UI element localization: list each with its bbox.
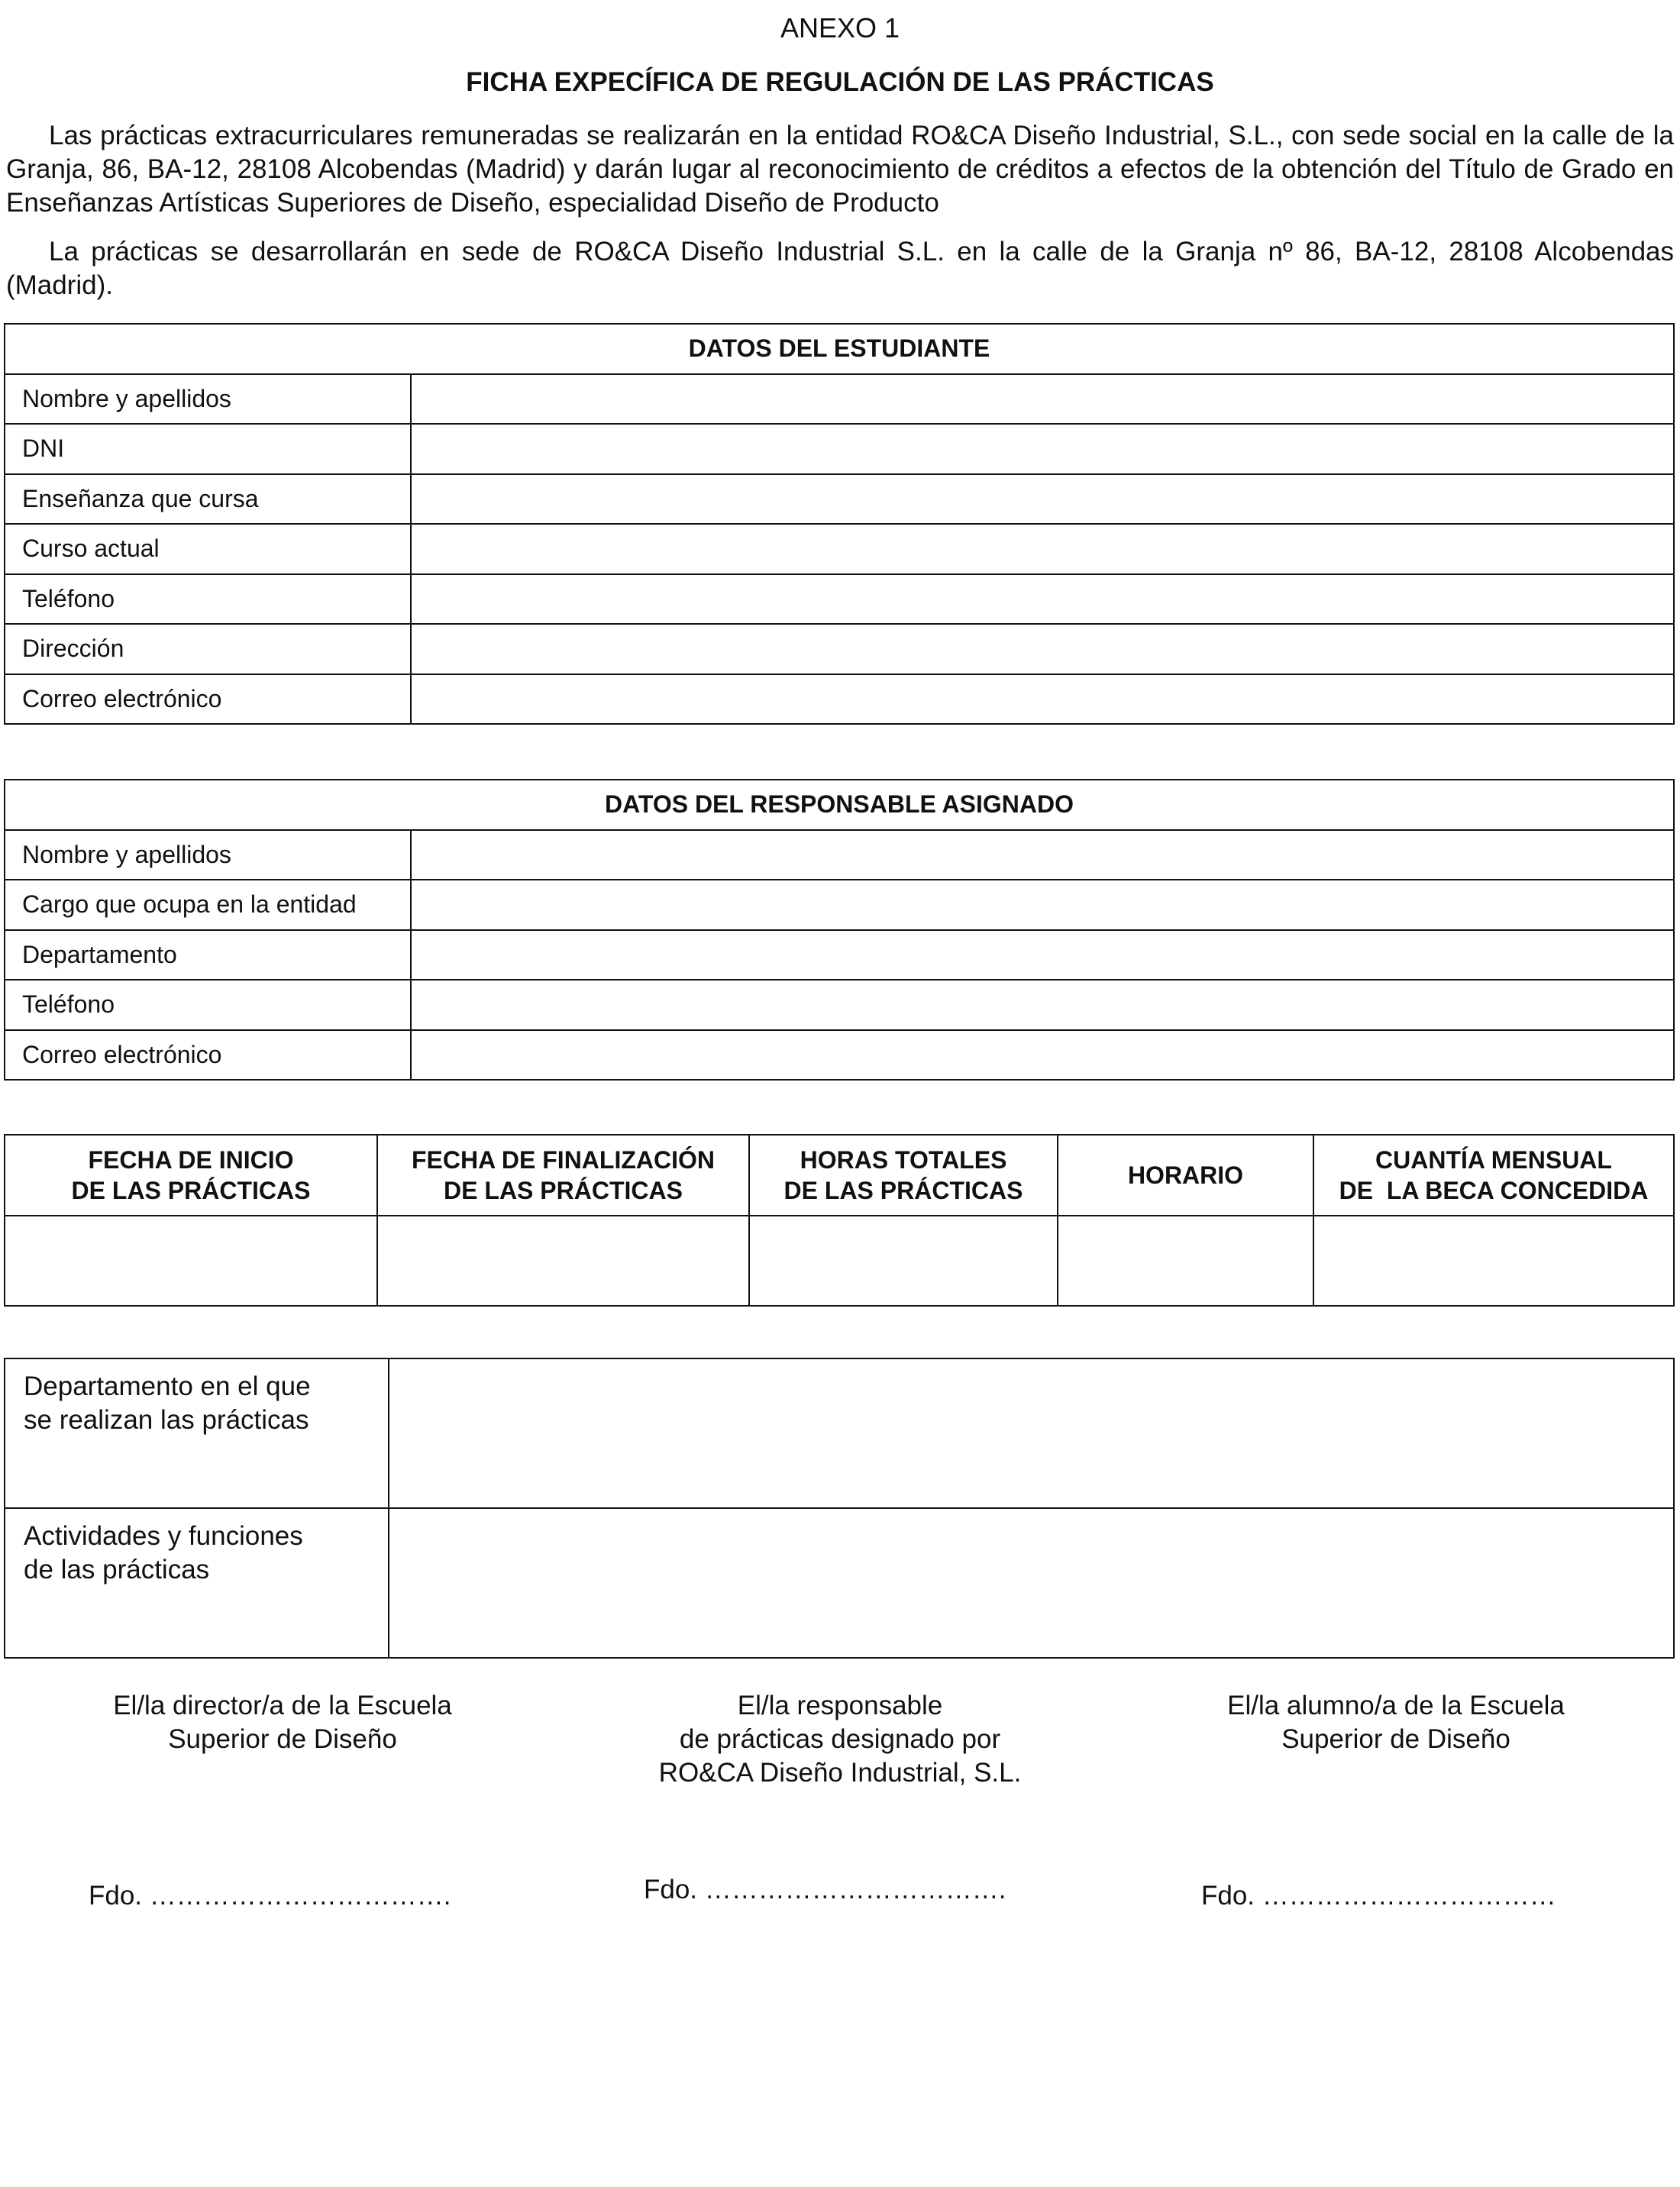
student-dni-label: DNI (5, 424, 411, 474)
table-row (5, 1030, 1674, 1081)
intro-paragraph (6, 119, 1674, 220)
department-field[interactable] (389, 1358, 1674, 1508)
student-address-field[interactable] (411, 624, 1674, 674)
end-date-header-line2: DE LAS PRÁCTICAS (444, 1177, 683, 1204)
student-data-table (4, 323, 1675, 725)
start-date-header (5, 1135, 377, 1216)
table-row (5, 1358, 1674, 1508)
start-date-header-line1: FECHA DE INICIO (88, 1146, 294, 1174)
total-hours-header-line1: HORAS TOTALES (800, 1146, 1007, 1174)
start-date-header-line2: DE LAS PRÁCTICAS (71, 1177, 311, 1204)
responsible-name-label: Nombre y apellidos (5, 830, 411, 880)
department-label-line1: Departamento en el que (24, 1371, 311, 1401)
student-name-label: Nombre y apellidos (5, 374, 411, 425)
student-signature-field[interactable]: Fdo. …………………………… (1201, 1881, 1556, 1911)
student-course-label: Curso actual (5, 524, 411, 574)
responsible-department-field[interactable] (411, 930, 1674, 980)
intro-paragraph-text: Las prácticas extracurriculares remuneradas se realizarán en la entidad RO&CA Diseño Industrial, S.L., con sede social en la calle de la Granja, 86, BA-12, 28108 Alcobendas (Madrid) y darán lugar al reconocimiento de créditos a efectos de la obtención del Título de Grado en Enseñanzas Artísticas Superiores de Diseño, especialidad Diseño de Producto (6, 121, 1674, 218)
student-dni-field[interactable] (411, 424, 1674, 474)
responsible-data-table (4, 779, 1675, 1081)
department-label-line2: se realizan las prácticas (24, 1405, 309, 1435)
activities-field[interactable] (389, 1508, 1674, 1658)
student-phone-label: Teléfono (5, 574, 411, 625)
schedule-table (4, 1134, 1675, 1307)
table-row (5, 880, 1674, 930)
responsible-name-field[interactable] (411, 830, 1674, 880)
student-signature-line2: Superior de Diseño (1281, 1724, 1510, 1754)
responsible-phone-field[interactable] (411, 980, 1674, 1030)
department-label (5, 1358, 389, 1508)
table-row (5, 1216, 1674, 1306)
end-date-header-line1: FECHA DE FINALIZACIÓN (411, 1146, 715, 1174)
end-date-field[interactable] (377, 1216, 749, 1306)
responsible-table-header: DATOS DEL RESPONSABLE ASIGNADO (5, 780, 1674, 830)
table-row (5, 674, 1674, 725)
table-row (5, 830, 1674, 880)
total-hours-field[interactable] (749, 1216, 1058, 1306)
schedule-header (1058, 1135, 1313, 1216)
table-row (5, 474, 1674, 525)
annex-label: ANEXO 1 (780, 12, 900, 44)
student-email-field[interactable] (411, 674, 1674, 725)
monthly-amount-header (1313, 1135, 1674, 1216)
location-paragraph-text: La prácticas se desarrollarán en sede de RO&CA Diseño Industrial S.L. en la calle de la Granja nº 86, BA-12, 28108 Alcobendas (Madrid). (6, 237, 1674, 300)
director-signature-block (53, 1689, 512, 1756)
schedule-field[interactable] (1058, 1216, 1313, 1306)
monthly-amount-field[interactable] (1313, 1216, 1674, 1306)
table-row (5, 624, 1674, 674)
responsible-phone-label: Teléfono (5, 980, 411, 1030)
end-date-header (377, 1135, 749, 1216)
student-table-header: DATOS DEL ESTUDIANTE (5, 324, 1674, 374)
responsible-signature-field[interactable]: Fdo. ……………………………. (644, 1875, 1006, 1904)
table-row (5, 524, 1674, 574)
student-name-field[interactable] (411, 374, 1674, 425)
table-row (5, 574, 1674, 625)
responsible-position-field[interactable] (411, 880, 1674, 930)
responsible-signature-line3: RO&CA Diseño Industrial, S.L. (658, 1758, 1022, 1788)
student-signature-block (1167, 1689, 1625, 1756)
student-phone-field[interactable] (411, 574, 1674, 625)
director-signature-line2: Superior de Diseño (168, 1724, 397, 1754)
table-row (5, 980, 1674, 1030)
table-row (5, 1508, 1674, 1658)
activities-label-line1: Actividades y funciones (24, 1521, 303, 1551)
student-program-field[interactable] (411, 474, 1674, 525)
responsible-email-field[interactable] (411, 1030, 1674, 1081)
activities-table (4, 1358, 1675, 1659)
total-hours-header-line2: DE LAS PRÁCTICAS (783, 1177, 1023, 1204)
activities-label (5, 1508, 389, 1658)
student-program-label: Enseñanza que cursa (5, 474, 411, 525)
responsible-email-label: Correo electrónico (5, 1030, 411, 1081)
student-email-label: Correo electrónico (5, 674, 411, 725)
page-title: FICHA EXPECÍFICA DE REGULACIÓN DE LAS PRÁCTICAS (466, 67, 1214, 97)
responsible-signature-line2: de prácticas designado por (679, 1724, 1001, 1754)
activities-label-line2: de las prácticas (24, 1555, 210, 1585)
student-address-label: Dirección (5, 624, 411, 674)
student-signature-line1: El/la alumno/a de la Escuela (1227, 1691, 1565, 1720)
table-row (5, 930, 1674, 980)
schedule-header-line1: HORARIO (1127, 1161, 1244, 1189)
monthly-amount-header-line2: DE LA BECA CONCEDIDA (1339, 1177, 1649, 1204)
total-hours-header (749, 1135, 1058, 1216)
responsible-department-label: Departamento (5, 930, 411, 980)
table-row (5, 424, 1674, 474)
monthly-amount-header-line1: CUANTÍA MENSUAL (1375, 1146, 1612, 1174)
director-signature-line1: El/la director/a de la Escuela (113, 1691, 452, 1720)
location-paragraph (6, 235, 1674, 302)
student-course-field[interactable] (411, 524, 1674, 574)
responsible-signature-line1: El/la responsable (737, 1691, 943, 1720)
responsible-position-label: Cargo que ocupa en la entidad (5, 880, 411, 930)
table-row (5, 374, 1674, 425)
director-signature-field[interactable]: Fdo. ……………………………. (89, 1881, 451, 1911)
start-date-field[interactable] (5, 1216, 377, 1306)
responsible-signature-block (611, 1689, 1069, 1790)
